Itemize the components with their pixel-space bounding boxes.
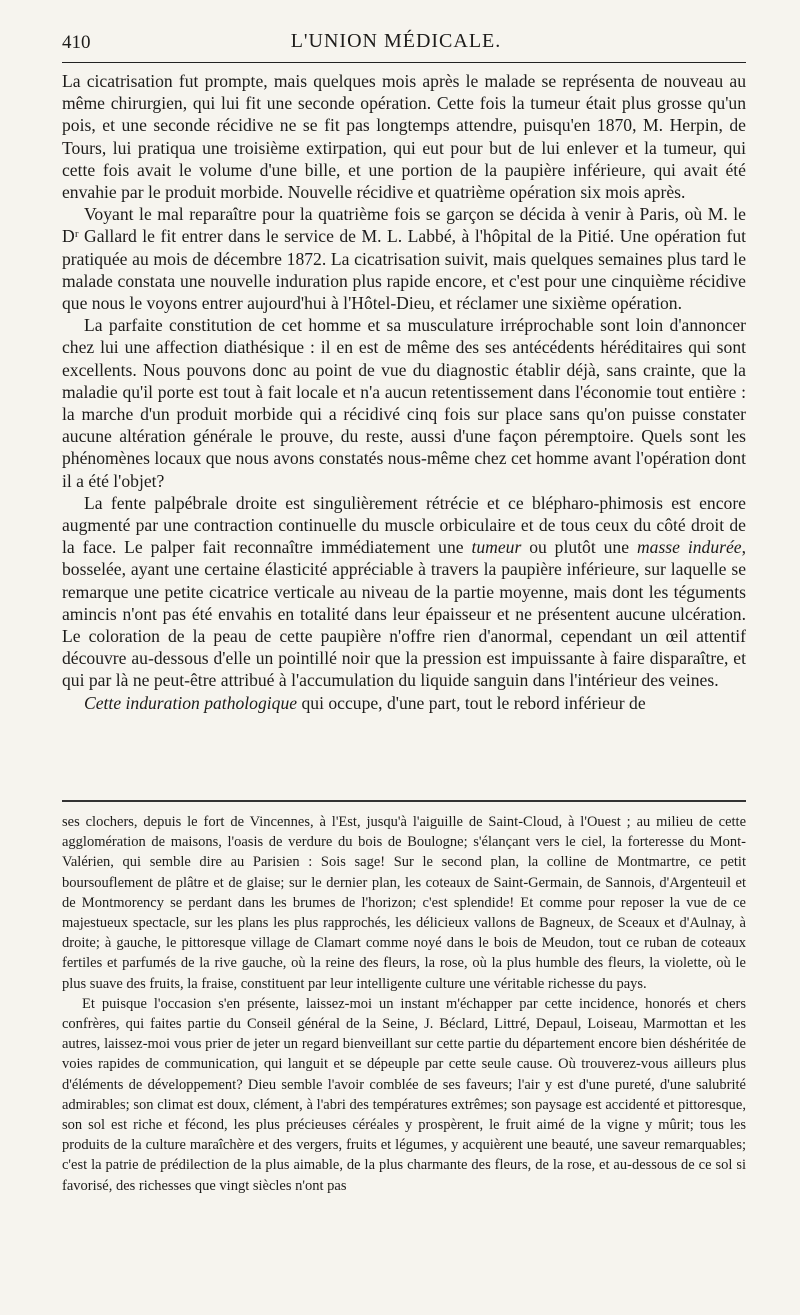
- footnote-paragraph: ses clochers, depuis le fort de Vincennes, à l'Est, jusqu'à l'aiguille de Saint-Cloud, à l'Ouest ; au milieu de cette agglomération de maisons, l'oasis de verdure du bois de Boulogne; s'élançant vers le ciel, la forteresse du Mont-Valérien, qui semble dire au Parisien : Sois sage! Sur le second plan, la colline de Montmartre, ce petit boursouflement de plâtre et de glaise; sur le dernier plan, les coteaux de Saint-Germain, de Sannois, d'Argenteuil et de Montmorency se perdant dans les brumes de l'horizon; c'est splendide! Et comme pour reposer la vue de ce majestueux spectacle, sur les plans les plus rapprochés, les délicieux vallons de Bagneux, de Sceaux et d'Aulnay, à droite; à gauche, le pittoresque village de Clamart comme noyé dans le bois de Meudon, tout ce ruban de coteaux fertiles et parfumés de la rive gauche, où la reine des fleurs, la rose, où la plus humble des fleurs, la violette, où le plus suave des fruits, la fraise, constituent par leur intelligente culture une véritable richesse du pays.: [62, 814, 746, 992]
- header-rule: [62, 62, 746, 63]
- italic-term: Cette induration pathologique: [84, 692, 298, 713]
- paragraph: [62, 492, 746, 692]
- page-header: [62, 30, 730, 60]
- paragraph: [62, 692, 746, 714]
- italic-term: masse indurée: [636, 537, 742, 558]
- text-run: qui occupe, d'une part, tout le rebord inférieur de: [297, 692, 646, 713]
- footnote-text: [62, 812, 746, 1196]
- paragraph: La cicatrisation fut prompte, mais quelques mois après le malade se représenta de nouveau au même chirurgien, qui lui fit une seconde opération. Cette fois la tumeur était plus grosse qu'un pois, et une seconde récidive ne se fit pas longtemps attendre, puisqu'en 1870, M. Herpin, de Tours, lui pratiqua une troisième extirpation, qui eut pour but de lui enlever et la tumeur, qui cette fois avait le volume d'une bille, et une portion de la paupière inférieure, qui avait été envahie par le produit morbide. Nouvelle récidive et quatrième opération six mois après.: [62, 71, 746, 203]
- text-run: La fente palpébrale droite est singulièrement rétrécie et ce blépharo-phimosis est encore augmenté par une contraction continuelle du muscle orbiculaire et de tous ceux du côté droit de la face. Le palper fait reconnaître immédiatement une: [62, 492, 746, 558]
- text-run: , bosselée, ayant une certaine élasticité appréciable à travers la paupière inférieure, sur laquelle se remarque une petite cicatrice verticale au niveau de la partie moyenne, mais dont les téguments amincis n'ont pas été envahis en totalité dans leur épaisseur et ne présentent aucune ulcération. Le coloration de la peau de cette paupière n'offre rien d'anormal, cependant un œil attentif découvre au-dessous d'elle un pointillé noir que la pression est impuissante à faire disparaître, et qui par là ne peut-être attribué à l'accumulation du liquide sanguin dans l'intérieur des veines.: [62, 537, 746, 691]
- paragraph: La parfaite constitution de cet homme et sa musculature irréprochable sont loin d'annoncer chez lui une affection diathésique : il en est de même des ses antécédents héréditaires qui sont excellents. Nous pouvons donc au point de vue du diagnostic établir déjà, sans crainte, que la maladie qu'il porte est tout à fait locale et n'a aucun retentissement dans l'économie tout entière : la marche d'un produit morbide qui a récidivé cinq fois sur place sans qu'on puisse constater aucune altération générale le prouve, du reste, aussi d'une façon péremptoire. Quels sont les phénomènes locaux que nous avons constatés nous-même chez cet homme avant l'opération dont il a été l'objet?: [62, 315, 746, 491]
- footnote-paragraph: Et puisque l'occasion s'en présente, laissez-moi un instant m'échapper par cette incidence, honorés et chers confrères, qui faites partie du Conseil général de la Seine, J. Béclard, Littré, Depaul, Loiseau, Marmottan et les autres, laissez-moi vous prier de jeter un regard bienveillant sur cette partie du département encore bien déshéritée de voies rapides de communication, qui languit et se dépeuple par cette seule cause. Où trouverez-vous ailleurs plus d'éléments de développement? Dieu semble l'avoir comblée de ses faveurs; l'air y est d'une pureté, d'une salubrité admirables; son climat est doux, clément, à l'abri des températures extrêmes; son paysage est accidenté et pittoresque, son sol est riche et fécond, les plus précieuses céréales y prospèrent, le fruit aimé de la vigne y mûrit; tous les produits de la culture maraîchère et des vergers, fruits et légumes, y acquièrent une beauté, une saveur remarquables; c'est la patrie de prédilection de la plus aimable, de la plus charmante des fleurs, de la rose, et au-dessous de ce sol si favorisé, des richesses que vingt siècles n'ont pas: [62, 995, 746, 1194]
- italic-term: tumeur: [471, 537, 522, 558]
- footnote-rule: [62, 800, 746, 802]
- text-run: ou plutôt une: [521, 537, 637, 558]
- running-title: L'UNION MÉDICALE.: [290, 30, 502, 52]
- page-number: 410: [62, 32, 91, 53]
- main-text: [62, 70, 746, 714]
- paragraph: Voyant le mal reparaître pour la quatrième fois se garçon se décida à venir à Paris, où M. le Dʳ Gallard le fit entrer dans le service de M. L. Labbé, à l'hôpital de la Pitié. Une opération fut pratiquée au mois de décembre 1872. La cicatrisation suivit, mais quelques semaines plus tard le malade constata une nouvelle induration plus rapide encore, et c'est pour une cinquième récidive que nous le voyons entrer aujourd'hui à l'Hôtel-Dieu, et réclamer une sixième opération.: [62, 204, 746, 314]
